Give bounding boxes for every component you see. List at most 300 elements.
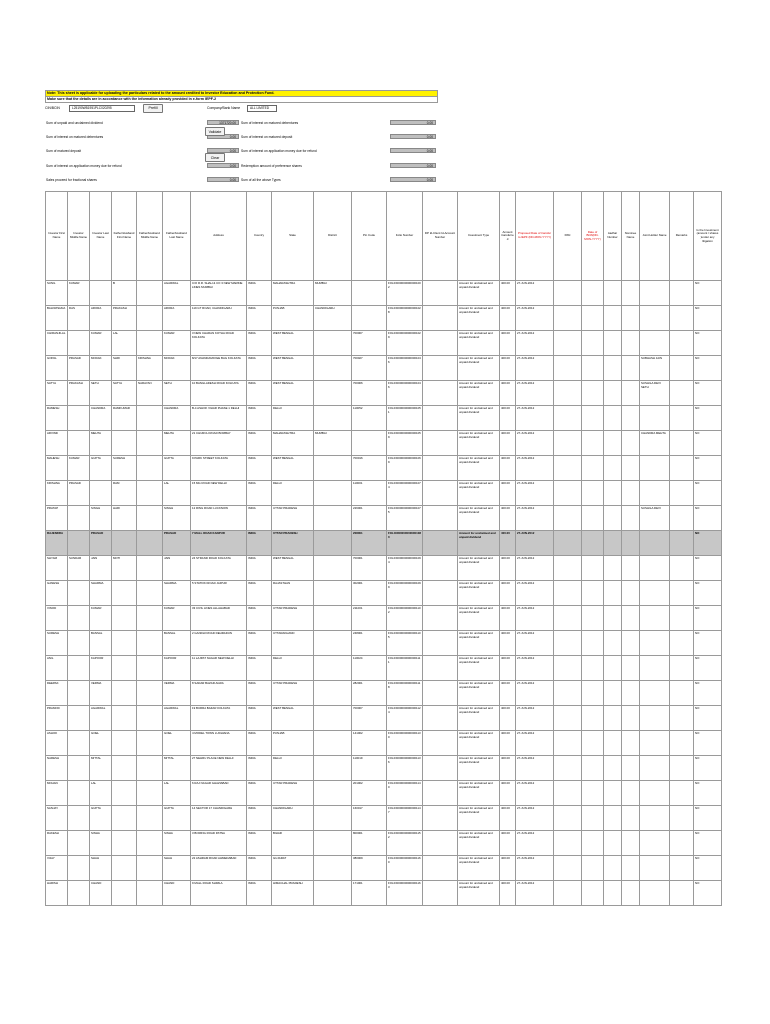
cell-fn[interactable]: ARVIND [46, 431, 68, 456]
cell-district[interactable] [314, 531, 352, 556]
cell-inv[interactable]: Amount for unclaimed and unpaid dividend [458, 731, 500, 756]
cell-state[interactable]: HIMACHAL PRADESH [272, 881, 314, 906]
cell-amt[interactable]: 400.00 [500, 431, 516, 456]
cell-pan[interactable] [554, 531, 582, 556]
cell-jh[interactable] [640, 881, 670, 906]
cell-ffn[interactable] [112, 731, 137, 756]
cell-nominee[interactable] [622, 431, 640, 456]
cell-fln[interactable]: KUMAR [163, 331, 191, 356]
cell-inv[interactable]: Amount for unclaimed and unpaid dividend [458, 381, 500, 406]
cell-fn[interactable]: GOPAL [46, 356, 68, 381]
cell-addr[interactable]: 2 GANDHI ROAD DEHRADUN [191, 631, 247, 656]
cell-state[interactable]: DELHI [272, 406, 314, 431]
cell-jh[interactable] [640, 606, 670, 631]
cell-folio[interactable]: FOLIO0000000000001069 [387, 456, 423, 481]
cell-dob[interactable] [582, 781, 604, 806]
cell-jh[interactable] [640, 531, 670, 556]
cell-ln[interactable]: KUMAR [90, 331, 112, 356]
cell-amt[interactable]: 400.00 [500, 756, 516, 781]
cell-remarks[interactable] [670, 831, 694, 856]
cell-date[interactable]: 27-JUN-2012 [516, 656, 554, 681]
cell-folio[interactable]: FOLIO0000000000001099 [387, 581, 423, 606]
cell-fln[interactable]: SHAH [163, 856, 191, 881]
cell-pan[interactable] [554, 606, 582, 631]
cell-amt[interactable]: 400.00 [500, 581, 516, 606]
cell-jh[interactable] [640, 631, 670, 656]
cell-mn[interactable] [68, 831, 90, 856]
cell-district[interactable] [314, 806, 352, 831]
cell-mn[interactable] [68, 806, 90, 831]
cell-jh[interactable] [640, 706, 670, 731]
cell-country[interactable]: INDIA [247, 631, 272, 656]
table-row[interactable] [46, 631, 722, 656]
cell-aadhar[interactable] [604, 556, 622, 581]
cell-inv[interactable]: Amount for unclaimed and unpaid dividend [458, 756, 500, 781]
cell-amt[interactable]: 400.00 [500, 456, 516, 481]
cell-dp[interactable] [423, 481, 458, 506]
cell-fmn[interactable] [137, 481, 163, 506]
cell-nominee[interactable] [622, 356, 640, 381]
cell-ffn[interactable] [112, 631, 137, 656]
table-row[interactable] [46, 731, 722, 756]
table-row[interactable] [46, 581, 722, 606]
cell-ffn[interactable] [112, 656, 137, 681]
cell-amt[interactable]: 400.00 [500, 831, 516, 856]
cell-addr[interactable]: 6 RAJ NAGAR GHAZIABAD [191, 781, 247, 806]
cell-pin[interactable]: 208001 [352, 531, 387, 556]
cell-date[interactable]: 27-JUN-2012 [516, 856, 554, 881]
cell-pan[interactable] [554, 656, 582, 681]
cell-dp[interactable] [423, 281, 458, 306]
cell-ffn[interactable] [112, 756, 137, 781]
cell-fn[interactable]: CHIRANJILAL [46, 331, 68, 356]
cell-district[interactable] [314, 656, 352, 681]
cell-mn[interactable] [68, 531, 90, 556]
cell-dob[interactable] [582, 881, 604, 906]
cell-nominee[interactable] [622, 406, 640, 431]
cell-pin[interactable]: 282001 [352, 681, 387, 706]
cell-date[interactable]: 27-JUN-2012 [516, 681, 554, 706]
cell-remarks[interactable] [670, 681, 694, 706]
cell-pan[interactable] [554, 631, 582, 656]
cell-date[interactable]: 27-JUN-2012 [516, 281, 554, 306]
cell-addr[interactable]: 24 STRAND ROAD KOLKATA [191, 556, 247, 581]
cell-remarks[interactable] [670, 331, 694, 356]
cell-nominee[interactable] [622, 856, 640, 881]
cell-country[interactable]: INDIA [247, 606, 272, 631]
cell-nominee[interactable] [622, 531, 640, 556]
cell-jh[interactable] [640, 856, 670, 881]
cell-addr[interactable]: 12 RING ROAD LUCKNOW [191, 506, 247, 531]
cell-ln[interactable]: KUMAR [90, 606, 112, 631]
cell-dob[interactable] [582, 581, 604, 606]
cell-aadhar[interactable] [604, 331, 622, 356]
cell-ffn[interactable] [112, 831, 137, 856]
cell-ffn[interactable]: B [112, 281, 137, 306]
cell-lit[interactable]: NO [694, 331, 722, 356]
cell-inv[interactable]: Amount for unclaimed and unpaid dividend [458, 306, 500, 331]
cell-dp[interactable] [423, 806, 458, 831]
cell-dp[interactable] [423, 356, 458, 381]
cell-state[interactable]: WEST BENGAL [272, 356, 314, 381]
cell-remarks[interactable] [670, 756, 694, 781]
cell-country[interactable]: INDIA [247, 831, 272, 856]
table-row[interactable] [46, 331, 722, 356]
cell-fln[interactable]: KAPOOR [163, 656, 191, 681]
cell-dp[interactable] [423, 756, 458, 781]
cell-remarks[interactable] [670, 356, 694, 381]
cell-dp[interactable] [423, 506, 458, 531]
cell-folio[interactable]: FOLIO0000000000001046 [387, 381, 423, 406]
cell-dob[interactable] [582, 831, 604, 856]
cell-lit[interactable]: NO [694, 556, 722, 581]
cell-ffn[interactable]: SHRI [112, 356, 137, 381]
cell-dp[interactable] [423, 431, 458, 456]
cell-aadhar[interactable] [604, 831, 622, 856]
cell-pan[interactable] [554, 731, 582, 756]
cell-fmn[interactable]: NARAYAN [137, 381, 163, 406]
cell-fn[interactable]: KRISHNA [46, 481, 68, 506]
cell-fln[interactable]: AGARWAL [163, 281, 191, 306]
cell-jh[interactable]: SUSHILA DEVI [640, 506, 670, 531]
cell-folio[interactable]: FOLIO0000000000001147 [387, 806, 423, 831]
cell-remarks[interactable] [670, 531, 694, 556]
cell-dp[interactable] [423, 381, 458, 406]
cell-state[interactable]: MAHARASHTRA [272, 431, 314, 456]
cell-mn[interactable] [68, 656, 90, 681]
cell-ln[interactable]: BANSAL [90, 631, 112, 656]
cell-pin[interactable]: 141002 [352, 731, 387, 756]
cell-mn[interactable]: PRASAD [68, 481, 90, 506]
cell-dp[interactable] [423, 781, 458, 806]
cell-fmn[interactable] [137, 531, 163, 556]
cell-remarks[interactable] [670, 656, 694, 681]
cell-nominee[interactable] [622, 681, 640, 706]
cell-amt[interactable]: 400.00 [500, 556, 516, 581]
cell-pan[interactable] [554, 581, 582, 606]
cell-addr[interactable]: C/O R.R. SHAH & CO 3 NEW MARINE LINES MUMBAI [191, 281, 247, 306]
cell-ffn[interactable] [112, 856, 137, 881]
cell-aadhar[interactable] [604, 281, 622, 306]
cell-jh[interactable] [640, 281, 670, 306]
table-row[interactable] [46, 831, 722, 856]
cell-ln[interactable]: MODAK [90, 356, 112, 381]
cell-ln[interactable]: SINHA [90, 831, 112, 856]
cell-addr[interactable]: 8 SADAR BAZAR AGRA [191, 681, 247, 706]
cell-folio[interactable]: FOLIO0000000000001160 [387, 856, 423, 881]
cell-pin[interactable]: 302001 [352, 581, 387, 606]
cell-aadhar[interactable] [604, 431, 622, 456]
cell-pin[interactable]: 700006 [352, 381, 387, 406]
cell-inv[interactable]: Amount for unclaimed and unpaid dividend [458, 556, 500, 581]
cell-date[interactable]: 27-JUN-2012 [516, 831, 554, 856]
cell-lit[interactable]: NO [694, 606, 722, 631]
table-row[interactable] [46, 506, 722, 531]
cell-jh[interactable] [640, 581, 670, 606]
cell-mn[interactable]: SUNDAR [68, 556, 90, 581]
cell-aadhar[interactable] [604, 656, 622, 681]
cell-lit[interactable]: NO [694, 356, 722, 381]
cell-date[interactable]: 27-JUN-2012 [516, 631, 554, 656]
cell-date[interactable]: 27-JUN-2012 [516, 306, 554, 331]
cell-aadhar[interactable] [604, 381, 622, 406]
table-row[interactable] [46, 656, 722, 681]
cell-mn[interactable] [68, 856, 90, 881]
cell-jh[interactable] [640, 456, 670, 481]
cell-state[interactable]: PUNJAB [272, 731, 314, 756]
cell-remarks[interactable] [670, 781, 694, 806]
cell-fln[interactable]: ARORA [163, 306, 191, 331]
cell-dp[interactable] [423, 831, 458, 856]
cell-aadhar[interactable] [604, 481, 622, 506]
cell-remarks[interactable] [670, 456, 694, 481]
cell-amt[interactable]: 400.00 [500, 881, 516, 906]
cell-dob[interactable] [582, 656, 604, 681]
cell-date[interactable]: 27-JUN-2012 [516, 456, 554, 481]
cell-lit[interactable]: NO [694, 631, 722, 656]
cell-folio[interactable]: FOLIO0000000000001124 [387, 706, 423, 731]
cell-fmn[interactable] [137, 781, 163, 806]
cell-fn[interactable]: MAHESH [46, 456, 68, 481]
cin-input[interactable]: L25190WB1951PLC020295 [69, 105, 135, 112]
cell-ln[interactable]: PRASAD [90, 531, 112, 556]
cell-pan[interactable] [554, 506, 582, 531]
cell-pin[interactable]: 201002 [352, 781, 387, 806]
cell-jh[interactable] [640, 331, 670, 356]
table-row[interactable] [46, 606, 722, 631]
cell-fn[interactable]: BALKRISHNA [46, 306, 68, 331]
cell-nominee[interactable] [622, 481, 640, 506]
cell-nominee[interactable] [622, 606, 640, 631]
cell-mn[interactable] [68, 706, 90, 731]
cell-dob[interactable] [582, 681, 604, 706]
cell-dp[interactable] [423, 556, 458, 581]
cell-remarks[interactable] [670, 881, 694, 906]
cell-dp[interactable] [423, 881, 458, 906]
cell-pan[interactable] [554, 856, 582, 881]
cell-pin[interactable]: 160017 [352, 806, 387, 831]
cell-amt[interactable]: 400.00 [500, 731, 516, 756]
cell-nominee[interactable] [622, 781, 640, 806]
cell-aadhar[interactable] [604, 531, 622, 556]
cell-addr[interactable]: 119 GT ROAD, CHANDIGARH [191, 306, 247, 331]
cell-folio[interactable]: FOLIO0000000000001051 [387, 406, 423, 431]
cell-nominee[interactable] [622, 581, 640, 606]
cell-pin[interactable]: 700016 [352, 456, 387, 481]
cell-state[interactable]: UTTAR PRADESH [272, 506, 314, 531]
cell-dob[interactable] [582, 481, 604, 506]
cell-date[interactable]: 27-JUN-2012 [516, 806, 554, 831]
cell-aadhar[interactable] [604, 606, 622, 631]
cell-aadhar[interactable] [604, 581, 622, 606]
cell-aadhar[interactable] [604, 356, 622, 381]
cell-date[interactable]: 27-JUN-2012 [516, 431, 554, 456]
cell-aadhar[interactable] [604, 631, 622, 656]
cell-district[interactable] [314, 506, 352, 531]
cell-addr[interactable]: 7 MALL ROAD KANPUR [191, 531, 247, 556]
cell-district[interactable] [314, 731, 352, 756]
cell-folio[interactable]: FOLIO0000000000001028 [387, 306, 423, 331]
cell-jh[interactable] [640, 831, 670, 856]
cell-fn[interactable]: SUNIL [46, 281, 68, 306]
cell-district[interactable] [314, 556, 352, 581]
cell-jh[interactable] [640, 406, 670, 431]
cell-district[interactable] [314, 356, 352, 381]
cell-folio[interactable]: FOLIO0000000000001152 [387, 831, 423, 856]
cell-pan[interactable] [554, 881, 582, 906]
cell-lit[interactable]: NO [694, 856, 722, 881]
cell-addr[interactable]: 22 ASHRAM ROAD AHMEDABAD [191, 856, 247, 881]
cell-dob[interactable] [582, 431, 604, 456]
cell-fln[interactable]: AGARWAL [163, 706, 191, 731]
cell-state[interactable]: RAJASTHAN [272, 581, 314, 606]
cell-pin[interactable]: 171001 [352, 881, 387, 906]
cell-lit[interactable]: NO [694, 681, 722, 706]
cell-ln[interactable]: MEHTA [90, 431, 112, 456]
cell-lit[interactable]: NO [694, 381, 722, 406]
cell-ffn[interactable] [112, 581, 137, 606]
cell-pan[interactable] [554, 431, 582, 456]
cell-fln[interactable]: JAIN [163, 556, 191, 581]
cell-country[interactable]: INDIA [247, 331, 272, 356]
cell-addr[interactable]: 5 STATION ROAD JAIPUR [191, 581, 247, 606]
cell-remarks[interactable] [670, 381, 694, 406]
cell-state[interactable]: WEST BENGAL [272, 456, 314, 481]
cell-pan[interactable] [554, 756, 582, 781]
cell-remarks[interactable] [670, 631, 694, 656]
table-row[interactable] [46, 856, 722, 881]
cell-fn[interactable]: SANJAY [46, 806, 68, 831]
cell-fmn[interactable] [137, 581, 163, 606]
cell-date[interactable]: 27-JUN-2012 [516, 356, 554, 381]
cell-district[interactable] [314, 606, 352, 631]
cell-nominee[interactable] [622, 556, 640, 581]
cell-district[interactable] [314, 381, 352, 406]
cell-jh[interactable] [640, 556, 670, 581]
cell-district[interactable] [314, 631, 352, 656]
cell-fmn[interactable] [137, 331, 163, 356]
cell-dob[interactable] [582, 456, 604, 481]
cell-remarks[interactable] [670, 306, 694, 331]
cell-dob[interactable] [582, 556, 604, 581]
table-row[interactable] [46, 456, 722, 481]
cell-fln[interactable]: GUPTA [163, 806, 191, 831]
cell-nominee[interactable] [622, 731, 640, 756]
cell-addr[interactable]: 4 MODEL TOWN LUDHIANA [191, 731, 247, 756]
table-row[interactable] [46, 556, 722, 581]
cell-fmn[interactable] [137, 306, 163, 331]
cell-inv[interactable]: Amount for unclaimed and unpaid dividend [458, 631, 500, 656]
cell-nominee[interactable] [622, 456, 640, 481]
cell-inv[interactable]: Amount for unclaimed and unpaid dividend [458, 806, 500, 831]
cell-folio[interactable]: FOLIO0000000000001136 [387, 756, 423, 781]
clear-button[interactable]: Clear [205, 153, 225, 162]
table-row[interactable] [46, 381, 722, 406]
cell-addr[interactable]: 9 MALL ROAD SHIMLA [191, 881, 247, 906]
cell-dob[interactable] [582, 281, 604, 306]
cell-addr[interactable]: 14 SECTOR 17 CHANDIGARH [191, 806, 247, 831]
cell-dob[interactable] [582, 306, 604, 331]
cell-aadhar[interactable] [604, 756, 622, 781]
cell-fln[interactable]: CHAND [163, 881, 191, 906]
cell-ln[interactable]: SETH [90, 381, 112, 406]
cell-fn[interactable]: RAMESH [46, 406, 68, 431]
cell-nominee[interactable] [622, 656, 640, 681]
cell-inv[interactable]: Amount for unclaimed and unpaid dividend [458, 531, 500, 556]
cell-ffn[interactable]: PRAKASH [112, 306, 137, 331]
cell-mn[interactable] [68, 606, 90, 631]
cell-state[interactable]: UTTARAKHAND [272, 631, 314, 656]
cell-state[interactable]: CHANDIGARH [272, 806, 314, 831]
cell-ffn[interactable] [112, 431, 137, 456]
cell-amt[interactable]: 400.00 [500, 681, 516, 706]
cell-folio[interactable]: FOLIO0000000000001140 [387, 781, 423, 806]
cell-fmn[interactable] [137, 731, 163, 756]
cell-inv[interactable]: Amount for unclaimed and unpaid dividend [458, 881, 500, 906]
cell-pin[interactable]: 700001 [352, 556, 387, 581]
cell-dob[interactable] [582, 706, 604, 731]
cell-dob[interactable] [582, 356, 604, 381]
cell-country[interactable]: INDIA [247, 581, 272, 606]
cell-ffn[interactable] [112, 781, 137, 806]
cell-amt[interactable]: 400.00 [500, 656, 516, 681]
cell-nominee[interactable] [622, 881, 640, 906]
cell-pin[interactable] [352, 306, 387, 331]
cell-nominee[interactable] [622, 381, 640, 406]
cell-mn[interactable]: KUMAR [68, 456, 90, 481]
cell-mn[interactable] [68, 881, 90, 906]
cell-fmn[interactable] [137, 881, 163, 906]
cell-state[interactable]: DELHI [272, 481, 314, 506]
cell-inv[interactable]: Amount for unclaimed and unpaid dividend [458, 856, 500, 881]
cell-fn[interactable]: RAJENDRA [46, 531, 68, 556]
cell-pan[interactable] [554, 681, 582, 706]
cell-pan[interactable] [554, 331, 582, 356]
cell-fmn[interactable] [137, 556, 163, 581]
cell-fmn[interactable] [137, 756, 163, 781]
cell-state[interactable]: WEST BENGAL [272, 556, 314, 581]
cell-country[interactable]: INDIA [247, 306, 272, 331]
cell-amt[interactable]: 400.00 [500, 706, 516, 731]
cell-jh[interactable] [640, 656, 670, 681]
cell-mn[interactable] [68, 406, 90, 431]
cell-fn[interactable]: ASHOK [46, 731, 68, 756]
cell-ln[interactable]: SHAH [90, 856, 112, 881]
cell-ln[interactable]: GUPTA [90, 456, 112, 481]
cell-folio[interactable]: FOLIO0000000000001075 [387, 506, 423, 531]
cell-country[interactable]: INDIA [247, 881, 272, 906]
cell-fln[interactable]: CHANDRA [163, 406, 191, 431]
cell-dob[interactable] [582, 331, 604, 356]
cell-pan[interactable] [554, 456, 582, 481]
table-row[interactable] [46, 881, 722, 906]
cell-pan[interactable] [554, 306, 582, 331]
cell-dp[interactable] [423, 706, 458, 731]
cell-district[interactable] [314, 706, 352, 731]
cell-district[interactable] [314, 881, 352, 906]
cell-aadhar[interactable] [604, 856, 622, 881]
cell-fln[interactable]: VERMA [163, 681, 191, 706]
table-row[interactable] [46, 531, 722, 556]
cell-amt[interactable]: 400.00 [500, 781, 516, 806]
cell-dob[interactable] [582, 806, 604, 831]
cell-inv[interactable]: Amount for unclaimed and unpaid dividend [458, 456, 500, 481]
cell-ffn[interactable]: SURESH [112, 456, 137, 481]
cell-pan[interactable] [554, 481, 582, 506]
cell-dob[interactable] [582, 506, 604, 531]
cell-inv[interactable]: Amount for unclaimed and unpaid dividend [458, 581, 500, 606]
cell-dob[interactable] [582, 531, 604, 556]
